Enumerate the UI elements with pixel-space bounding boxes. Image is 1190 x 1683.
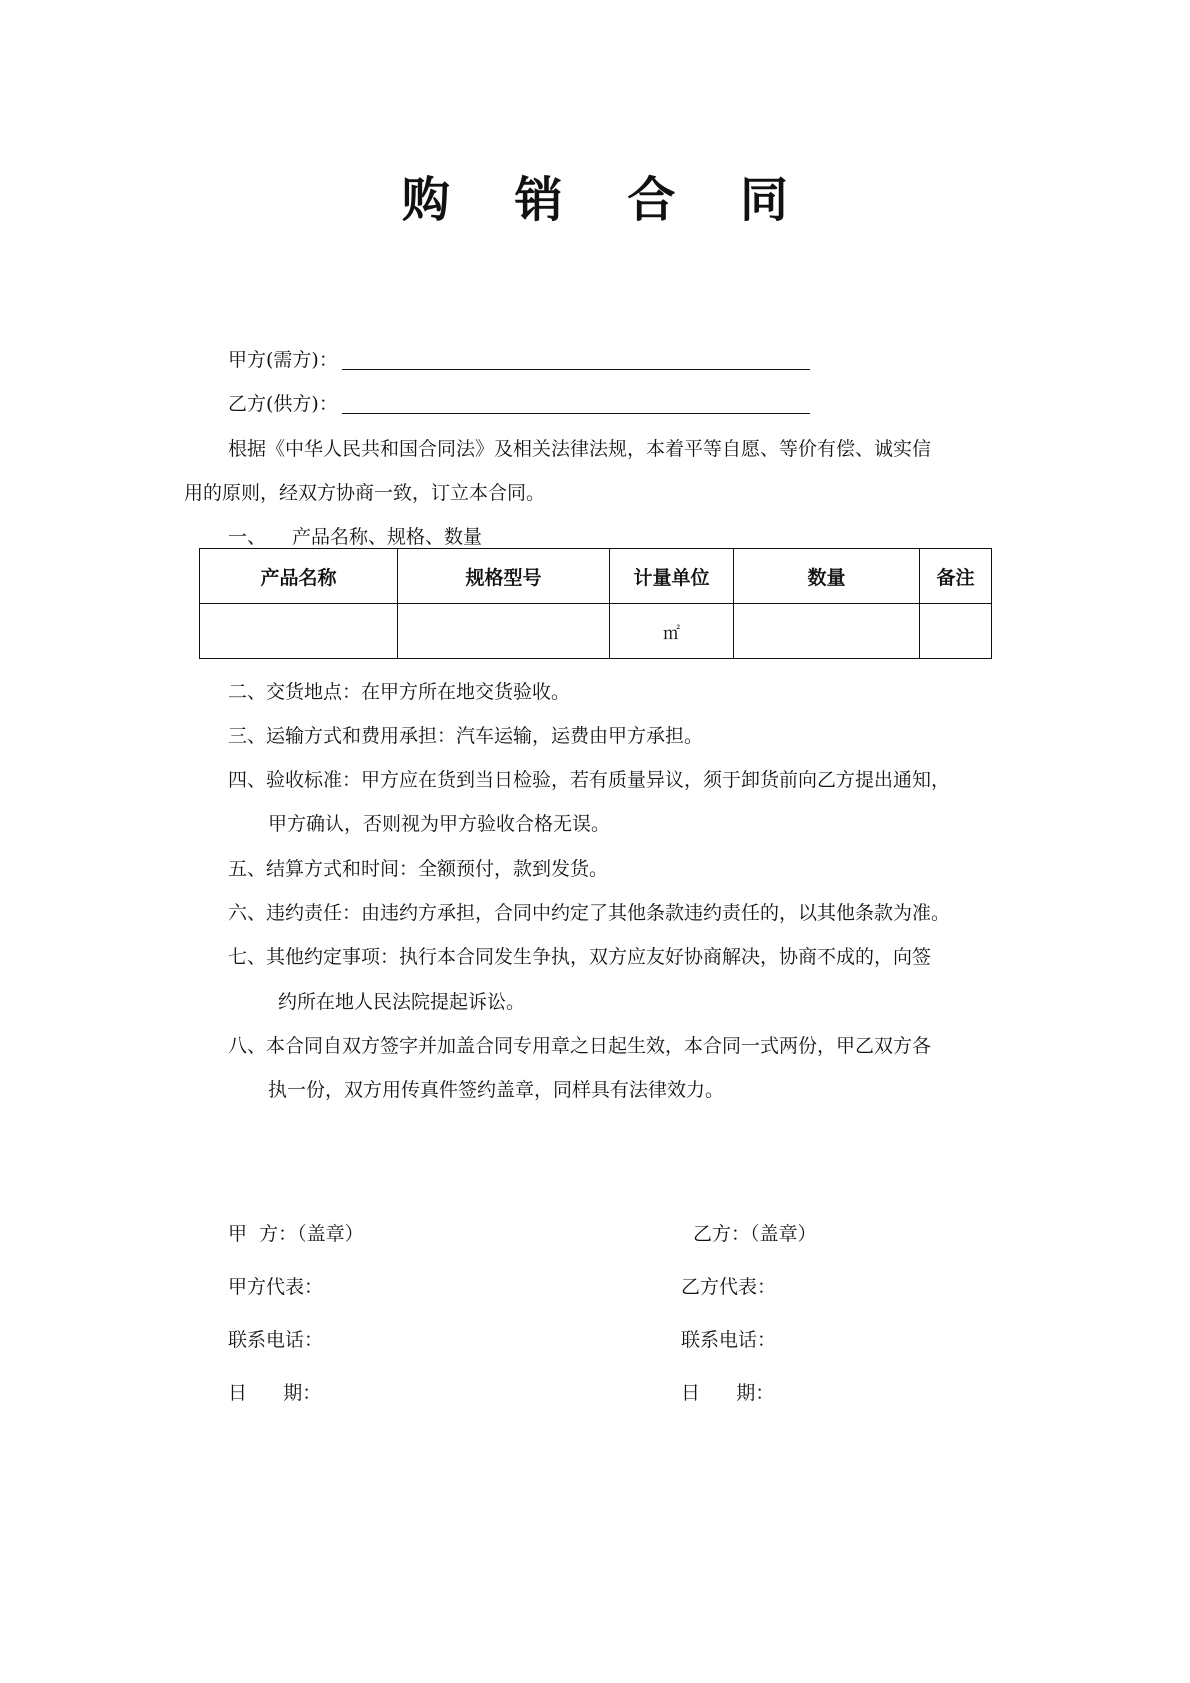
clause-3: 三、运输方式和费用承担：汽车运输，运费由甲方承担。 — [228, 725, 704, 747]
party-b-representative: 乙方代表： — [681, 1276, 777, 1298]
party-b-phone: 联系电话： — [681, 1329, 777, 1351]
clause-5: 五、结算方式和时间：全额预付，款到发货。 — [228, 858, 609, 880]
section-1-title: 产品名称、规格、数量 — [292, 526, 483, 548]
party-b-line — [228, 392, 810, 416]
header-unit: 计量单位 — [610, 549, 734, 604]
clause-4-line-1: 四、验收标准：甲方应在货到当日检验，若有质量异议，须于卸货前向乙方提出通知， — [228, 769, 951, 791]
party-b-label: 乙方(供方)： — [228, 393, 338, 415]
preamble-line-2: 用的原则，经双方协商一致，订立本合同。 — [184, 482, 546, 504]
clause-8-line-2: 执一份，双方用传真件签约盖章，同样具有法律效力。 — [268, 1079, 725, 1101]
clause-7-line-2: 约所在地人民法院提起诉讼。 — [278, 991, 526, 1013]
preamble-line-1: 根据《中华人民共和国合同法》及相关法律法规，本着平等自愿、等价有偿、诚实信 — [228, 438, 932, 460]
party-a-phone: 联系电话： — [228, 1329, 324, 1351]
cell-quantity[interactable] — [734, 604, 920, 659]
party-a-representative: 甲方代表： — [228, 1276, 324, 1298]
cell-unit[interactable]: ㎡ — [610, 604, 734, 659]
clause-6: 六、违约责任：由违约方承担，合同中约定了其他条款违约责任的，以其他条款为准。 — [228, 902, 951, 924]
header-quantity: 数量 — [734, 549, 920, 604]
header-spec-model: 规格型号 — [398, 549, 610, 604]
section-1-number: 一、 — [228, 526, 267, 548]
table-row — [200, 604, 992, 659]
cell-spec-model[interactable] — [398, 604, 610, 659]
product-table — [199, 548, 992, 659]
clause-7-line-1: 七、其他约定事项：执行本合同发生争执，双方应友好协商解决，协商不成的，向签 — [228, 946, 932, 968]
party-a-blank[interactable] — [342, 349, 810, 370]
party-b-date: 日 期： — [681, 1382, 775, 1404]
party-a-line — [228, 348, 810, 372]
party-b-blank[interactable] — [342, 393, 810, 414]
clause-4-line-2: 甲方确认，否则视为甲方验收合格无误。 — [268, 813, 611, 835]
party-a-label: 甲方(需方)： — [228, 349, 338, 371]
clause-8-line-1: 八、本合同自双方签字并加盖合同专用章之日起生效，本合同一式两份，甲乙双方各 — [228, 1035, 932, 1057]
header-remarks: 备注 — [920, 549, 992, 604]
party-a-seal: 甲 方：（盖章） — [228, 1223, 364, 1245]
cell-remarks[interactable] — [920, 604, 992, 659]
party-a-date: 日 期： — [228, 1382, 322, 1404]
table-header-row — [200, 549, 992, 604]
party-b-seal: 乙方：（盖章） — [693, 1223, 817, 1245]
document-title: 购 销 合 同 — [401, 172, 813, 228]
header-product-name: 产品名称 — [200, 549, 398, 604]
cell-product-name[interactable] — [200, 604, 398, 659]
clause-2: 二、交货地点：在甲方所在地交货验收。 — [228, 681, 571, 703]
